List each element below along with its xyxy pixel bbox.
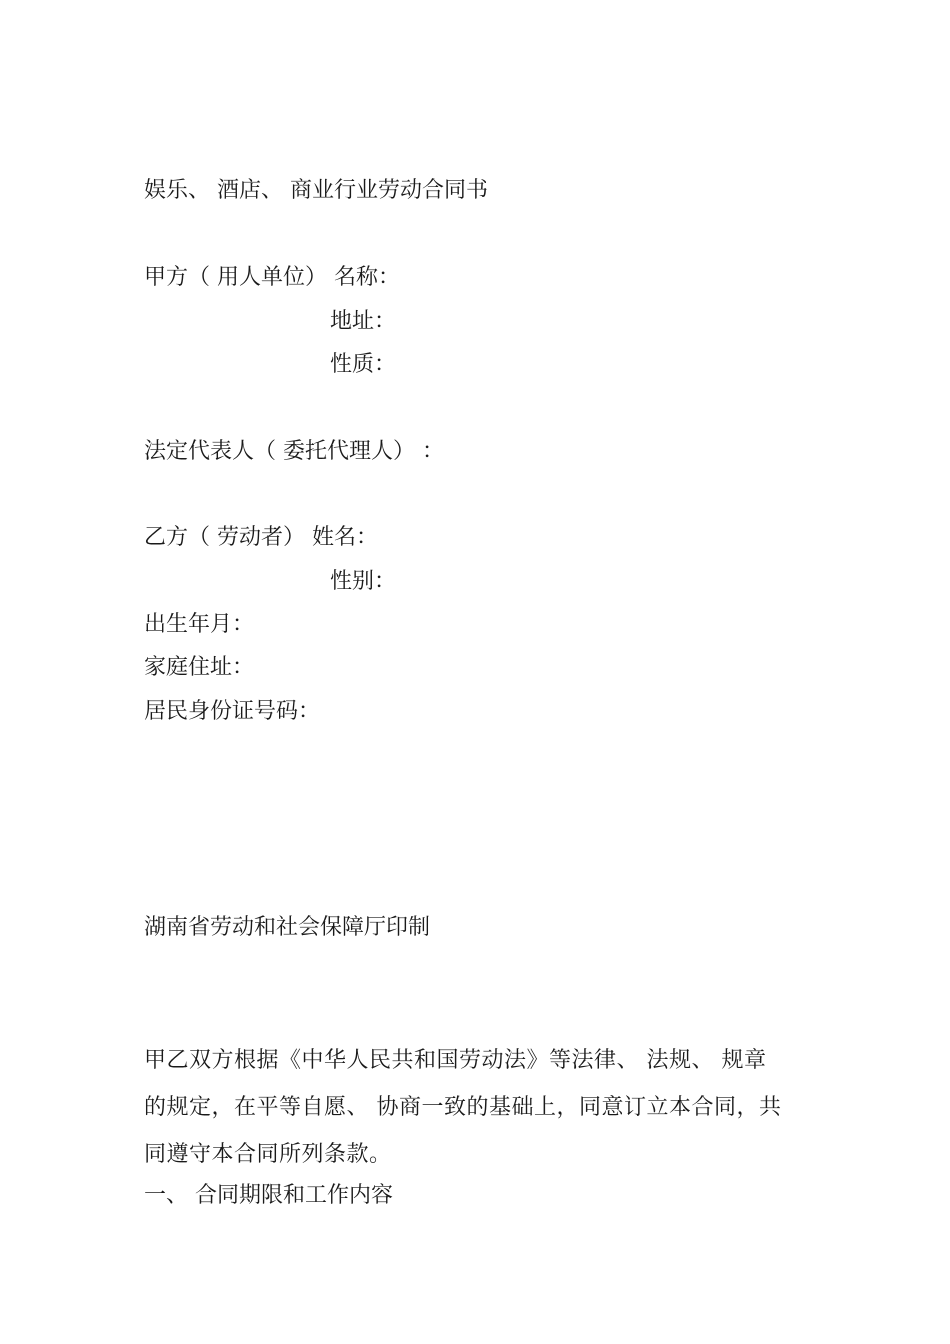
party-b-home-address-label: 家庭住址：: [144, 655, 255, 680]
preamble-paragraph: [144, 1037, 810, 1178]
party-b-birth-label: 出生年月：: [144, 612, 255, 637]
preamble-line: 甲乙双方根据《中华人民共和国劳动法》等法律、 法规、 规章: [144, 1048, 767, 1073]
document-title: 娱乐、 酒店、 商业行业劳动合同书: [144, 178, 488, 203]
preamble-line: 同遵守本合同所列条款。: [144, 1142, 392, 1167]
party-a-name-label: 甲方（ 用人单位） 名称：: [144, 265, 400, 290]
legal-representative-label: 法定代表人（ 委托代理人） ：: [144, 439, 444, 464]
section-heading: 一、 合同期限和工作内容: [144, 1183, 393, 1208]
preamble-line: 的规定，在平等自愿、 协商一致的基础上，同意订立本合同，共: [144, 1095, 782, 1120]
party-a-address-label: 地址：: [330, 309, 397, 334]
party-a-nature-label: 性质：: [330, 352, 397, 377]
party-b-gender-label: 性别：: [330, 569, 397, 594]
party-b-name-label: 乙方（ 劳动者） 姓名：: [144, 525, 378, 550]
party-b-id-number-label: 居民身份证号码：: [144, 699, 321, 724]
printed-by-note: 湖南省劳动和社会保障厅印制: [144, 915, 431, 940]
